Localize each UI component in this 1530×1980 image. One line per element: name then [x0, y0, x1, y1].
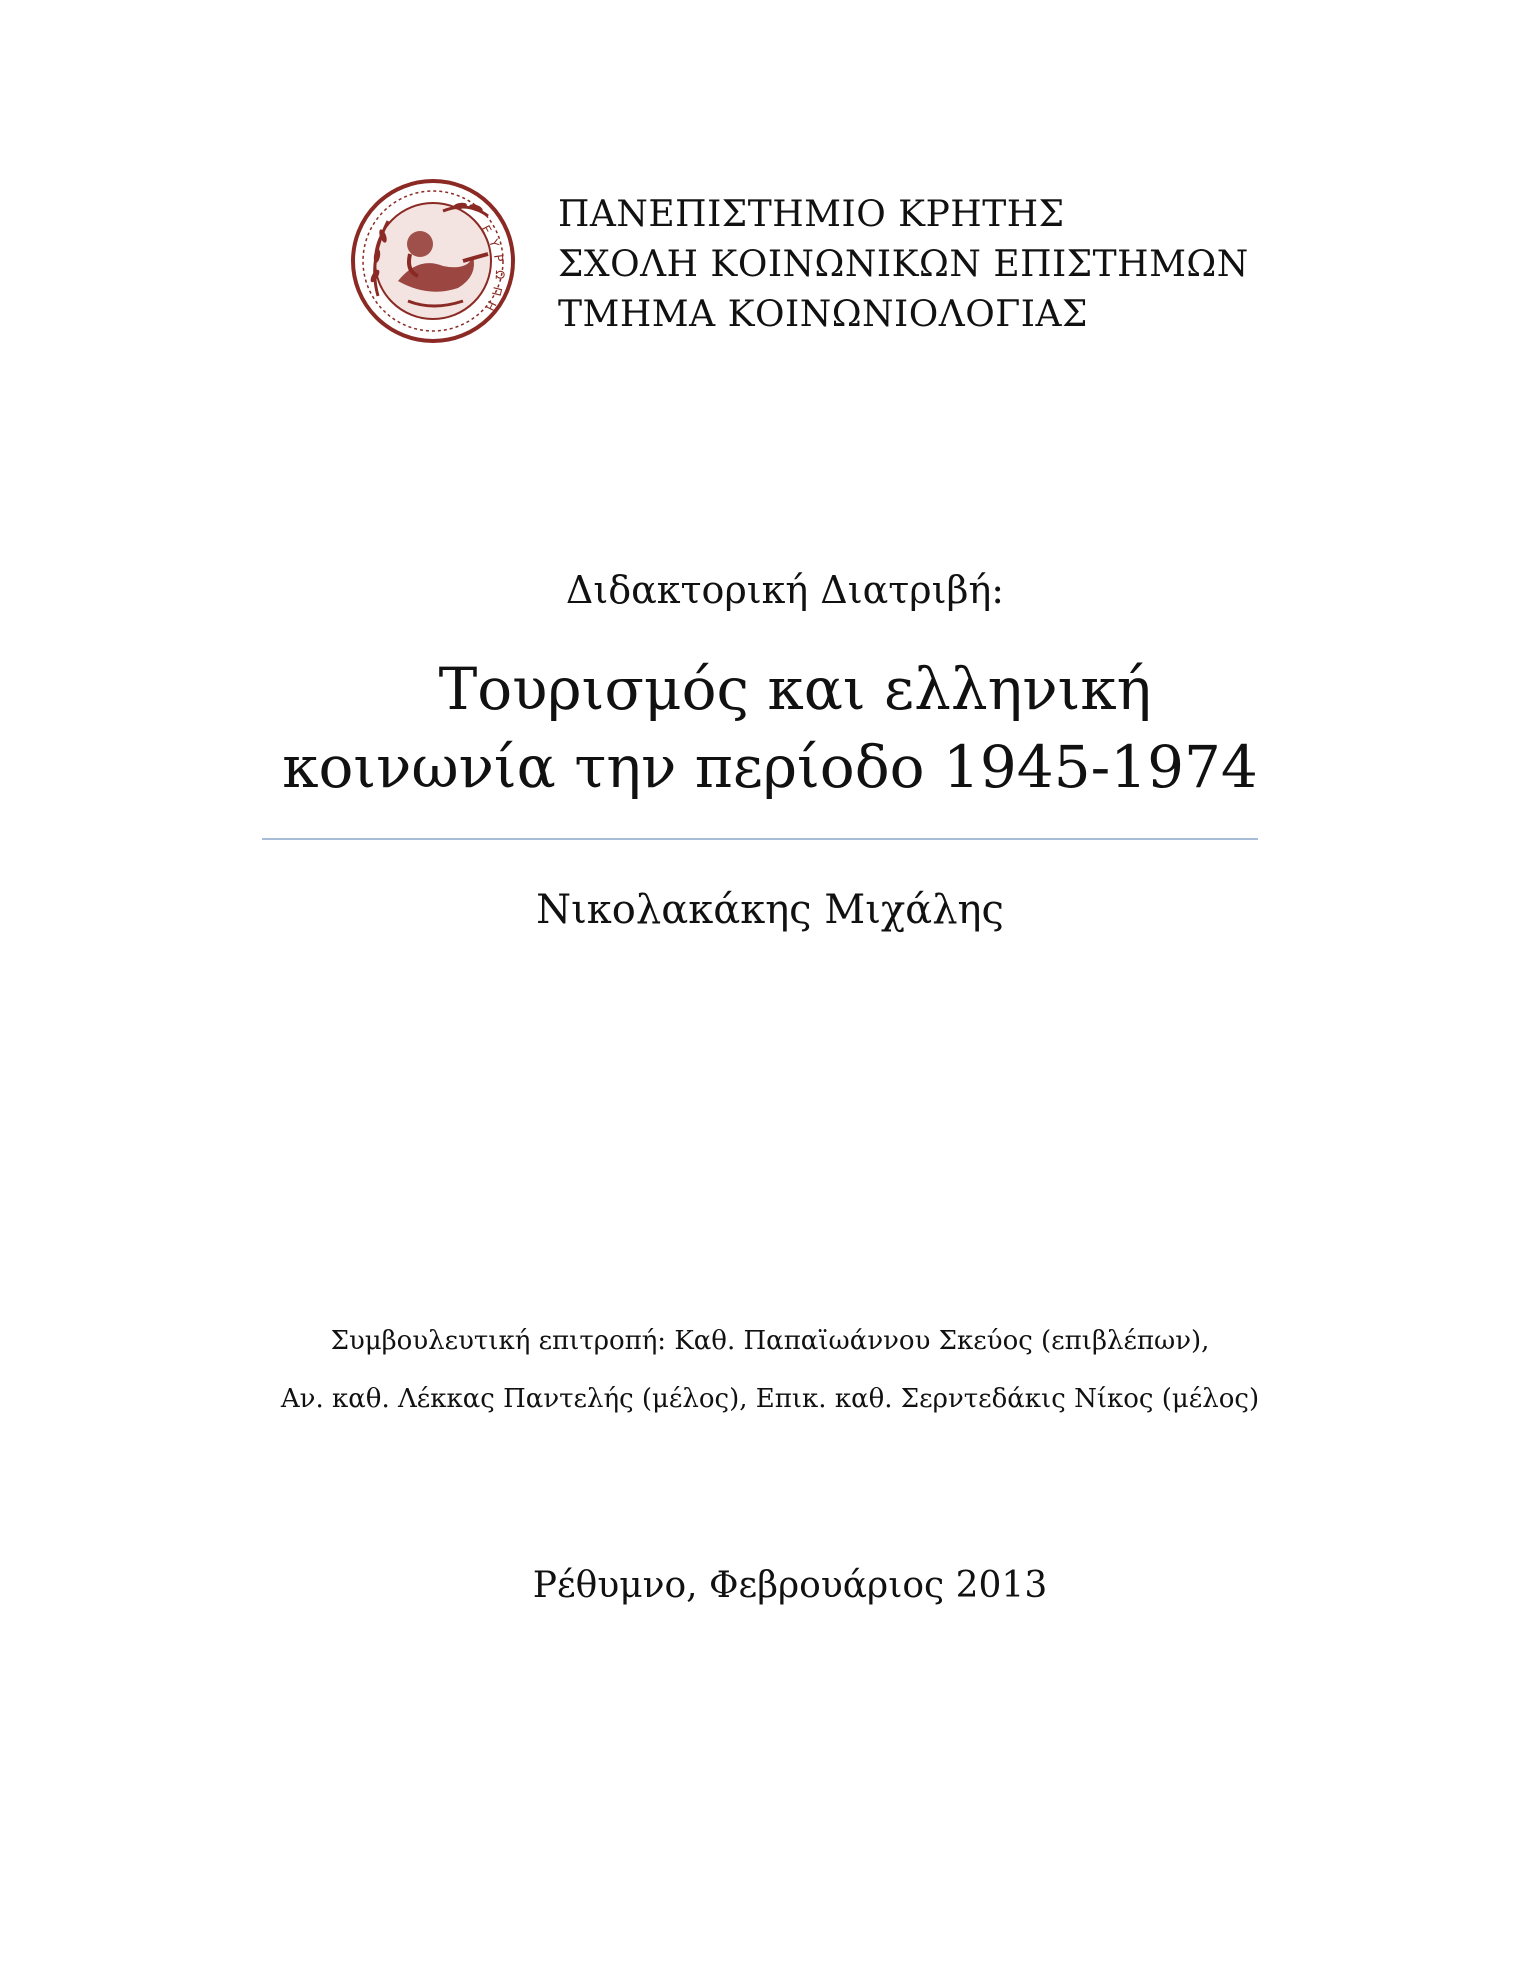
thesis-title-line-2: κοινωνία την περίοδο 1945-1974 [282, 733, 1258, 801]
svg-text:Υ: Υ [486, 237, 502, 249]
svg-text:Π: Π [488, 285, 505, 298]
svg-text:Ε: Ε [478, 222, 495, 237]
svg-text:Η: Η [482, 298, 499, 313]
thesis-title [0, 650, 1530, 806]
institution-block [558, 190, 1249, 340]
committee-line-2: Αν. καθ. Λέκκας Παντελής (μέλος), Επικ. καθ. Σερντεδάκις Νίκος (μέλος) [280, 1384, 1260, 1414]
author-name: Νικολακάκης Μιχάλης [536, 887, 1004, 933]
title-divider [262, 838, 1258, 840]
document-type: Διδακτορική Διατριβή: [565, 568, 1005, 612]
department-name: ΤΜΗΜΑ ΚΟΙΝΩΝΙΟΛΟΓΙΑΣ [558, 294, 1088, 335]
advisory-committee [0, 1312, 1530, 1428]
university-seal-icon [348, 176, 518, 346]
place-and-date: Ρέθυμνο, Φεβρουάριος 2013 [532, 1565, 1048, 1606]
committee-line-1: Συμβουλευτική επιτροπή: Καθ. Παπαϊωάννου Σκεύος (επιβλέπων), [330, 1326, 1210, 1356]
thesis-title-line-1: Τουρισμός και ελληνική [438, 655, 1152, 723]
svg-text:Ω: Ω [492, 269, 507, 280]
school-name: ΣΧΟΛΗ ΚΟΙΝΩΝΙΚΩΝ ΕΠΙΣΤΗΜΩΝ [558, 244, 1249, 285]
university-name: ΠΑΝΕΠΙΣΤΗΜΙΟ ΚΡΗΤΗΣ [558, 194, 1065, 235]
svg-text:Ρ: Ρ [491, 253, 506, 263]
